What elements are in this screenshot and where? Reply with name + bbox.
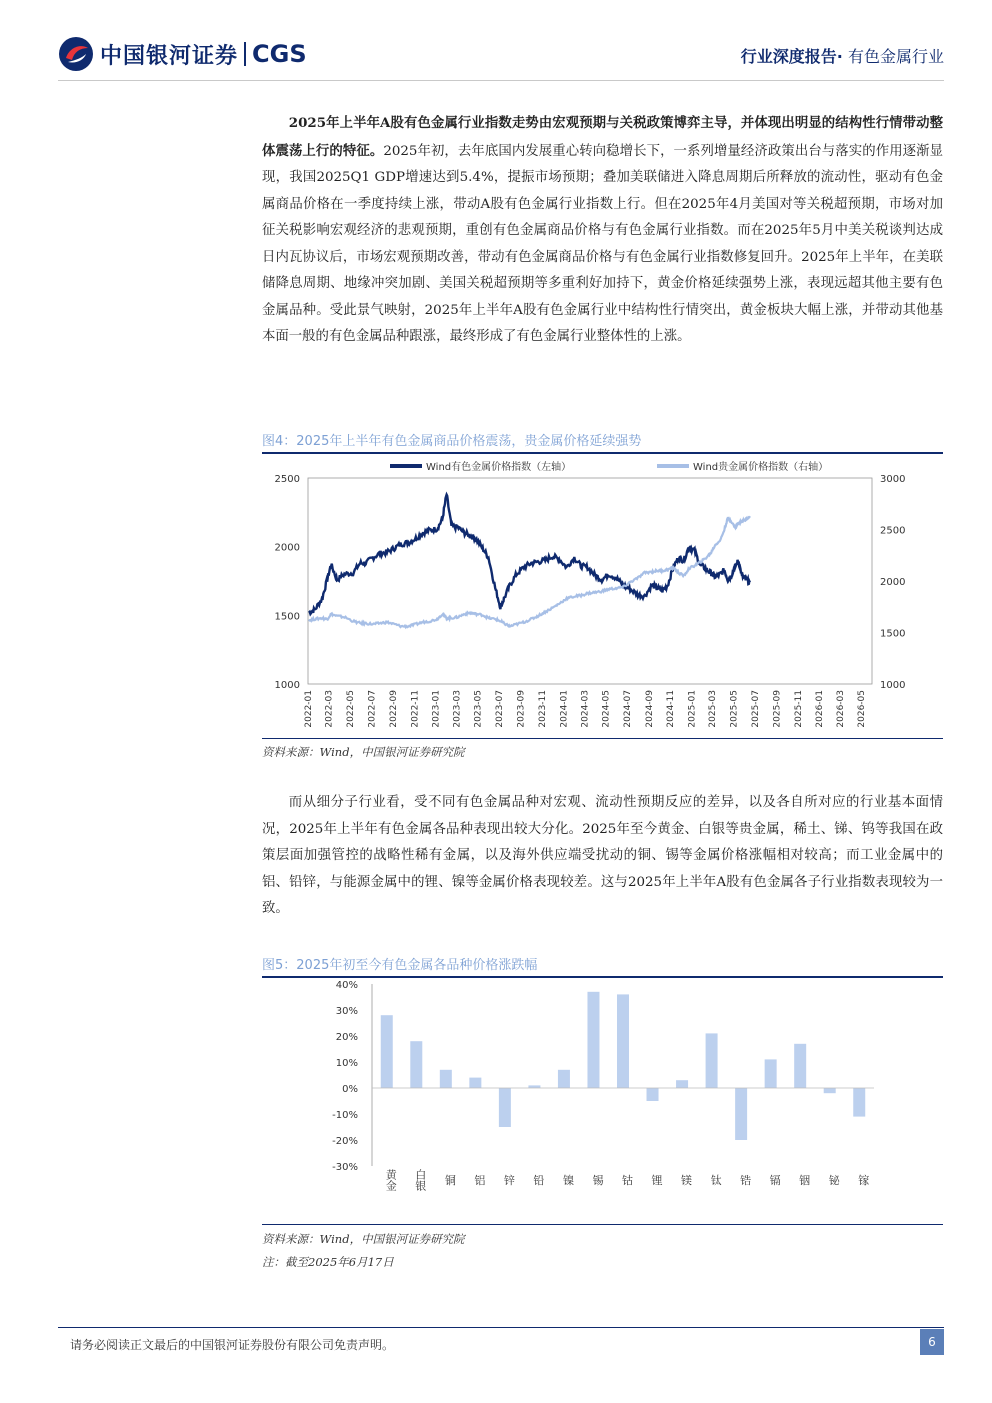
paragraph-1-body: 2025年初，去年底国内发展重心转向稳增长下，一系列增量经济政策出台与落实的作用逐渐显现，我国2025Q1 GDP增速达到5.4%，提振市场预期；叠加美联储进入降息周期后所释放的流动性，驱动有色金属商品价格在一季度持续上涨，带动A股有色金属行业指数上行。但在2025年4月美国对等关税超预期，市场对加征关税影响宏观经济的悲观预期，重创有色金属商品价格与有色金属行业指数。而在2025年5月中美关税谈判达成日内瓦协议后，市场宏观预期改善，带动有色金属商品价格与有色金属行业指数修复回升。2025年上半年，在美联储降息周期、地缘冲突加剧、美国关税超预期等多重利好加持下，黄金价格延续强势上涨，表现远超其他主要有色金属品种。受此景气映射，2025年上半年A股有色金属行业中结构性行情突出，黄金板块大幅上涨，并带动其他基本面一般的有色金属品种跟涨，最终形成了有色金属行业整体性的上涨。 (262, 143, 944, 344)
x-tick-label: 2026-01 (815, 690, 826, 728)
bar-锆 (735, 1088, 747, 1140)
x-tick-label: 2023-07 (495, 690, 506, 728)
paragraph-1 (262, 110, 943, 351)
legend-label-2: Wind贵金属价格指数（右轴） (693, 462, 829, 473)
header-report-label (741, 44, 944, 67)
category-label: 铋 (827, 1174, 841, 1186)
category-label: 锆 (738, 1174, 752, 1186)
series-line-2 (309, 516, 750, 627)
y-right-tick-label: 3000 (880, 474, 906, 485)
x-tick-label: 2023-05 (473, 690, 484, 728)
y-right-tick-label: 1000 (880, 680, 906, 691)
y-tick-label: -30% (332, 1162, 358, 1173)
bar-钛 (706, 1033, 718, 1088)
x-tick-label: 2022-07 (367, 690, 378, 728)
x-tick-label: 2025-07 (750, 690, 761, 728)
x-tick-label: 2022-09 (389, 690, 400, 728)
category-label: 铝 (472, 1174, 486, 1186)
bar-锌 (499, 1088, 511, 1127)
x-tick-label: 2025-11 (793, 690, 804, 728)
logo-cn-text: 中国银河证券 (100, 43, 239, 69)
legend-label-1: Wind有色金属价格指数（左轴） (426, 462, 572, 473)
logo-separator (244, 42, 246, 66)
x-tick-label: 2023-11 (538, 690, 549, 728)
y-right-tick-label: 2000 (880, 577, 906, 588)
category-label: 铅 (531, 1174, 545, 1186)
bar-铟 (794, 1044, 806, 1088)
y-left-tick-label: 1500 (274, 611, 300, 623)
x-tick-label: 2023-09 (516, 690, 527, 728)
figure-5-note: 注：截至2025年6月17日 (262, 1255, 394, 1269)
y-left-tick-label: 1000 (274, 680, 300, 691)
x-tick-label: 2024-03 (580, 690, 591, 728)
x-tick-label: 2024-05 (601, 690, 612, 728)
category-label: 镁 (679, 1174, 693, 1186)
y-right-tick-label: 2500 (880, 525, 906, 537)
bar-铝 (469, 1078, 481, 1088)
category-label: 锂 (650, 1174, 664, 1186)
bar-镁 (676, 1080, 688, 1088)
x-tick-label: 2025-03 (708, 690, 719, 728)
paragraph-1-lead: 2025年上半年A股有色金属行业指数走势由宏观预期与关税政策博弈主导，并体现出明显的结构性行情带动整体震荡上行的特征。 (262, 115, 943, 159)
x-tick-label: 2024-09 (644, 690, 655, 728)
cgs-logo-icon (58, 36, 94, 72)
bar-铜 (440, 1070, 452, 1088)
x-tick-label: 2025-09 (772, 690, 783, 728)
category-label: 镍 (561, 1174, 575, 1186)
bar-白银 (410, 1041, 422, 1088)
header-logo (58, 36, 307, 72)
category-label: 铜 (443, 1174, 457, 1186)
bar-镓 (853, 1088, 865, 1117)
y-tick-label: 0% (342, 1084, 358, 1095)
y-tick-label: 20% (335, 1032, 358, 1043)
category-label: 钛 (709, 1174, 723, 1186)
report-type: 行业深度报告· (740, 47, 843, 66)
category-label: 镓 (856, 1174, 870, 1186)
figure-4-title: 图4：2025年上半年有色金属商品价格震荡，贵金属价格延续强势 (262, 430, 943, 454)
category-label: 钴 (620, 1174, 634, 1186)
report-industry: 有色金属行业 (847, 47, 944, 66)
x-tick-label: 2024-01 (559, 690, 570, 728)
y-right-tick-label: 1500 (880, 628, 906, 640)
y-tick-label: 30% (335, 1006, 358, 1017)
x-tick-label: 2023-03 (452, 690, 463, 728)
page-number: 6 (920, 1329, 944, 1355)
bar-钴 (617, 994, 629, 1088)
bar-铋 (824, 1088, 836, 1093)
x-tick-label: 2022-01 (304, 690, 314, 728)
bar-锡 (587, 992, 599, 1088)
y-left-tick-label: 2000 (274, 542, 300, 554)
x-tick-label: 2023-01 (431, 690, 442, 728)
figure-5-bar-chart (262, 976, 943, 1224)
bar-黄金 (381, 1015, 393, 1088)
x-tick-label: 2025-01 (687, 690, 698, 728)
header-divider (58, 80, 944, 81)
logo-en-text: CGS (252, 40, 307, 68)
x-tick-label: 2026-03 (835, 690, 846, 728)
category-label: 白银 (413, 1169, 427, 1191)
x-tick-label: 2022-11 (410, 690, 421, 728)
bar-镉 (765, 1059, 777, 1088)
y-tick-label: -20% (332, 1136, 358, 1147)
category-label: 黄金 (384, 1169, 398, 1191)
figure-4-bottom-rule (262, 738, 943, 739)
figure-4-line-chart (262, 454, 943, 738)
figure-5-title: 图5：2025年初至今有色金属各品种价格涨跌幅 (262, 954, 943, 978)
x-tick-label: 2022-05 (345, 690, 356, 728)
series-line-1 (309, 495, 750, 614)
plot-area-frame (308, 478, 872, 684)
x-tick-label: 2024-07 (623, 690, 634, 728)
x-tick-label: 2025-05 (729, 690, 740, 728)
category-label: 锌 (502, 1174, 516, 1186)
y-tick-label: 10% (335, 1058, 358, 1069)
figure-4-source: 资料来源：Wind，中国银河证券研究院 (262, 745, 465, 759)
x-tick-label: 2022-03 (324, 690, 335, 728)
x-tick-label: 2024-11 (666, 690, 677, 728)
y-tick-label: -10% (332, 1110, 358, 1121)
figure-5-source: 资料来源：Wind，中国银河证券研究院 (262, 1232, 465, 1246)
footer-divider (58, 1327, 944, 1328)
bar-镍 (558, 1070, 570, 1088)
y-tick-label: 40% (335, 980, 358, 991)
figure-5-bottom-rule (262, 1224, 943, 1225)
category-label: 铟 (797, 1174, 811, 1186)
category-label: 镉 (768, 1174, 782, 1186)
paragraph-2: 而从细分子行业看，受不同有色金属品种对宏观、流动性预期反应的差异，以及各自所对应的行业基本面情况，2025年上半年有色金属各品种表现出较大分化。2025年至今黄金、白银等贵金属，稀土、锑、钨等我国在政策层面加强管控的战略性稀有金属，以及海外供应端受扰动的铜、锡等金属价格涨幅相对较高；而工业金属中的铝、铅锌，与能源金属中的锂、镍等金属价格表现较差。这与2025年上半年A股有色金属各子行业指数表现较为一致。 (262, 795, 943, 916)
x-tick-label: 2026-05 (857, 690, 868, 728)
y-left-tick-label: 2500 (274, 474, 300, 485)
category-label: 锡 (590, 1174, 604, 1186)
footer-disclaimer: 请务必阅读正文最后的中国银河证券股份有限公司免责声明。 (70, 1338, 395, 1352)
bar-锂 (647, 1088, 659, 1101)
